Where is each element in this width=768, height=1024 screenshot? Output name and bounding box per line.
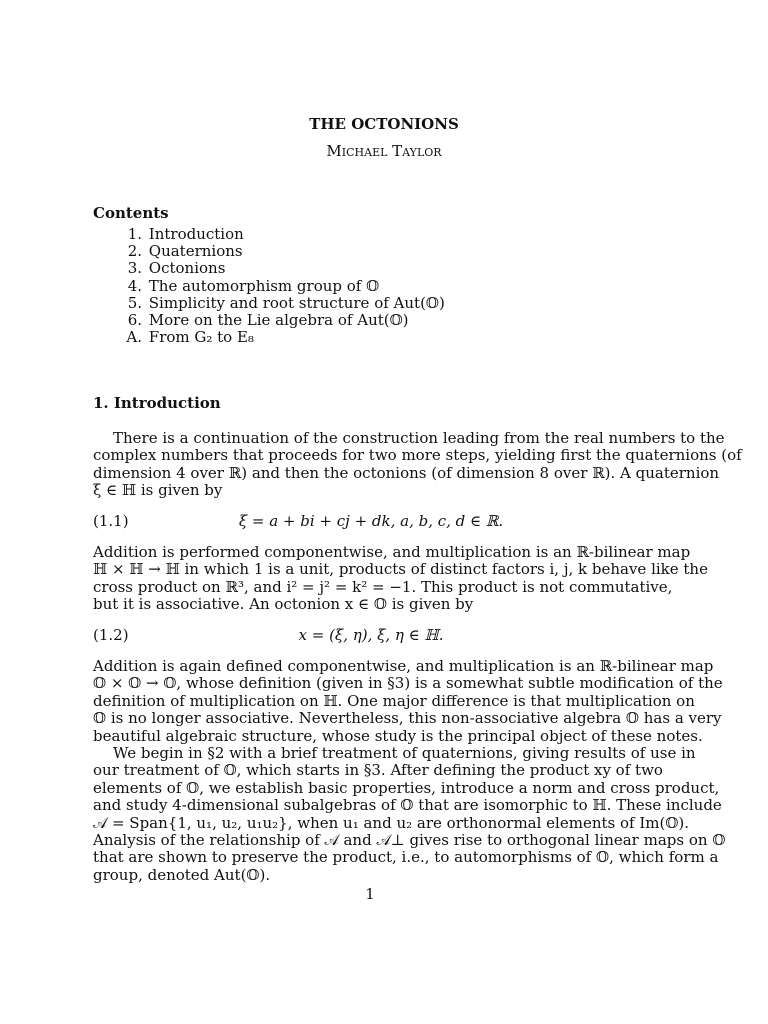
toc-item: A. From G₂ to E₈ — [126, 328, 254, 347]
paper-author: Michael Taylor — [326, 142, 442, 160]
equation-number: (1.1) — [93, 512, 129, 530]
toc-item: 2. Quaternions — [127, 242, 243, 261]
equation-body: ξ = a + bi + cj + dk, a, b, c, d ∈ ℝ. — [238, 512, 504, 530]
equation-body: x = (ξ, η), ξ, η ∈ ℍ. — [298, 626, 444, 644]
equation-number: (1.2) — [93, 626, 129, 644]
page-number: 1 — [365, 885, 375, 903]
equation-1-2 — [93, 627, 649, 645]
text-line: Addition is again defined componentwise, and multiplication is an ℝ-bilinear map — [93, 657, 714, 675]
text-line: ξ ∈ ℍ is given by — [93, 481, 223, 500]
toc-item: 1. Introduction — [127, 225, 244, 243]
equation-1-1 — [93, 513, 649, 531]
text-line: and study 4-dimensional subalgebras of 𝕆 that are isomorphic to ℍ. These include — [93, 796, 722, 815]
text-line: There is a continuation of the construction leading from the real numbers to the — [113, 429, 725, 447]
text-line: ℍ × ℍ → ℍ in which 1 is a unit, products of distinct factors i, j, k behave like the — [93, 560, 708, 579]
text-line: dimension 4 over ℝ) and then the octonions (of dimension 8 over ℝ). A quaternion — [93, 463, 720, 482]
section-heading: 1. Introduction — [93, 394, 221, 412]
text-line: that are shown to preserve the product, i.e., to automorphisms of 𝕆, which form a — [93, 848, 719, 867]
paragraph-1 — [93, 429, 742, 500]
text-line: 𝕆 × 𝕆 → 𝕆, whose definition (given in §3) is a somewhat subtle modification of the — [93, 674, 723, 693]
text-line: definition of multiplication on ℍ. One major difference is that multiplication on — [93, 691, 695, 710]
text-line: 𝒜 = Span{1, u₁, u₂, u₁u₂}, when u₁ and u₂ are orthonormal elements of Im(𝕆). — [93, 813, 690, 832]
text-line: We begin in §2 with a brief treatment of quaternions, giving results of use in — [113, 744, 696, 762]
paragraph-3 — [93, 657, 723, 745]
paragraph-4 — [93, 744, 726, 884]
text-line: Addition is performed componentwise, and multiplication is an ℝ-bilinear map — [93, 543, 691, 561]
toc-item: 3. Octonions — [127, 259, 226, 278]
text-line: beautiful algebraic structure, whose study is the principal object of these notes. — [93, 726, 703, 745]
text-line: but it is associative. An octonion x ∈ 𝕆 is given by — [93, 595, 474, 614]
text-line: complex numbers that proceeds for two more steps, yielding first the quaternions (of — [93, 446, 742, 465]
text-line: cross product on ℝ³, and i² = j² = k² = −1. This product is not commutative, — [93, 577, 673, 596]
paragraph-2 — [93, 543, 708, 614]
text-line: 𝕆 is no longer associative. Nevertheless, this non-associative algebra 𝕆 has a very — [93, 709, 722, 728]
toc-item: 5. Simplicity and root structure of Aut(𝕆) — [127, 293, 445, 312]
contents-heading: Contents — [93, 204, 169, 222]
text-line: our treatment of 𝕆, which starts in §3. After defining the product xy of two — [93, 761, 663, 780]
text-line: elements of 𝕆, we establish basic properties, introduce a norm and cross product, — [93, 778, 720, 797]
toc-item: 6. More on the Lie algebra of Aut(𝕆) — [127, 310, 409, 329]
toc-item: 4. The automorphism group of 𝕆 — [127, 276, 380, 295]
text-line: Analysis of the relationship of 𝒜 and 𝒜⊥ gives rise to orthogonal linear maps on 𝕆 — [93, 830, 726, 849]
paper-title: THE OCTONIONS — [309, 115, 459, 133]
table-of-contents — [118, 226, 445, 346]
text-line: group, denoted Aut(𝕆). — [93, 865, 271, 884]
